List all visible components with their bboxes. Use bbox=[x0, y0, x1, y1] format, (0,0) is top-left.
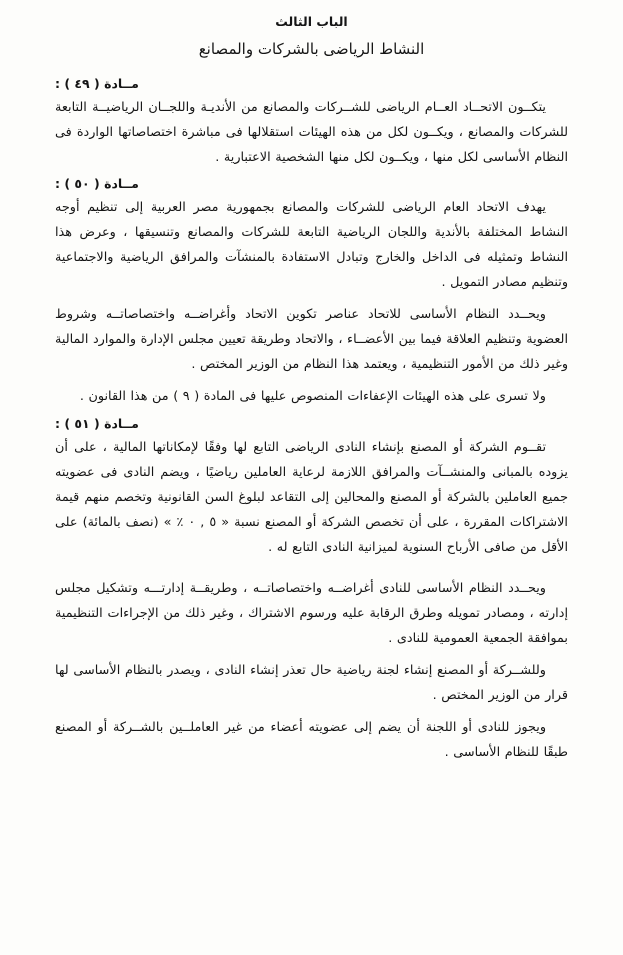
chapter-subject-title: النشاط الرياضى بالشركات والمصانع bbox=[198, 40, 425, 59]
article-heading-50 bbox=[55, 176, 568, 191]
article-50-paragraph-1: يهدف الاتحاد العام الرياضى للشركات والمصانع بجمهورية مصر العربية إلى تنظيم أوجه النشاط المختلفة بالأندية واللجان الرياضية التابعة للشركات والمصانع وتنسيقها ، وعرض هذا النشاط وتمثيله فى الداخل والخارج وتبادل الاستفادة بالمنشآت والمرافق الرياضية والاجتماعية وتنظيم مصادر التمويل . bbox=[55, 200, 568, 291]
article-51-paragraph-1: تقــوم الشركة أو المصنع بإنشاء النادى الرياضى التابع لها وفقًا لإمكاناتها المالية ، على أن يزوده بالمبانى والمنشــآت والمرافق اللازمة لرعاية العاملين رياضيًا ، ويضم النادى فى عضويته جميع العاملين بالشركة أو المصنع والمحالين إلى التقاعد لبلوغ السن القانونية وتخصم منهم قيمة الاشتراكات المقررة ، على أن تخصص الشركة أو المصنع نسبة « ٥ , ٠ ٪ » (نصف بالمائة) على الأقل من صافى الأرباح السنوية لميزانية النادى التابع له . bbox=[55, 440, 568, 555]
article-heading-50-text: مــادة ( ٥٠ ) : bbox=[55, 176, 139, 192]
article-block-51 bbox=[55, 416, 568, 765]
article-51-paragraph-3: وللشــركة أو المصنع إنشاء لجنة رياضية حال تعذر إنشاء النادى ، ويصدر بالنظام الأساسى لها قرار من الوزير المختص . bbox=[55, 662, 568, 703]
article-block-50 bbox=[55, 176, 568, 410]
article-block-49 bbox=[55, 76, 568, 171]
article-heading-51 bbox=[55, 416, 568, 431]
article-50-paragraph-3: ولا تسرى على هذه الهيئات الإعفاءات المنصوص عليها فى المادة ( ٩ ) من هذا القانون . bbox=[79, 389, 546, 405]
article-50-paragraph-2: ويحــدد النظام الأساسى للاتحاد عناصر تكوين الاتحاد وأغراضــه واختصاصاتــه وشروط العضوية وتنظيم العلاقة فيما بين الأعضــاء ، والاتحاد وطريقة تعيين مجلس الإدارة والموارد المالية وغير ذلك من الأمور التنظيمية ، ويعتمد هذا النظام من الوزير المختص . bbox=[55, 307, 568, 373]
article-51-paragraph-4: ويجوز للنادى أو اللجنة أن يضم إلى عضويته أعضاء من غير العاملــين بالشــركة أو المصنع طبقًا للنظام الأساسى . bbox=[55, 719, 568, 760]
document-content bbox=[55, 12, 568, 770]
chapter-label: الباب الثالث bbox=[275, 14, 348, 29]
article-heading-51-text: مــادة ( ٥١ ) : bbox=[55, 416, 139, 432]
article-heading-49 bbox=[55, 76, 568, 91]
document-title-block bbox=[55, 12, 568, 62]
article-49-paragraph-1: يتكــون الاتحــاد العــام الرياضى للشــركات والمصانع من الأنديـة واللجــان الرياضيــة التابعة للشركات والمصانع ، ويكــون لكل من هذه الهيئات استقلالها فى مباشرة اختصاصاتها الواردة فى النظام الأساسى لكل منها ، ويكــون لكل منها الشخصية الاعتبارية . bbox=[55, 99, 568, 165]
article-51-paragraph-2: ويحــدد النظام الأساسى للنادى أغراضــه واختصاصاتــه ، وطريقــة إدارتـــه وتشكيل مجلس إدارته ، ومصادر تمويله وطرق الرقابة عليه ورسوم الاشتراك ، وغير ذلك من الإجراءات التنظيمية بموافقة الجمعية العمومية للنادى . bbox=[55, 580, 568, 646]
article-heading-49-text: مــادة ( ٤٩ ) : bbox=[55, 75, 139, 91]
